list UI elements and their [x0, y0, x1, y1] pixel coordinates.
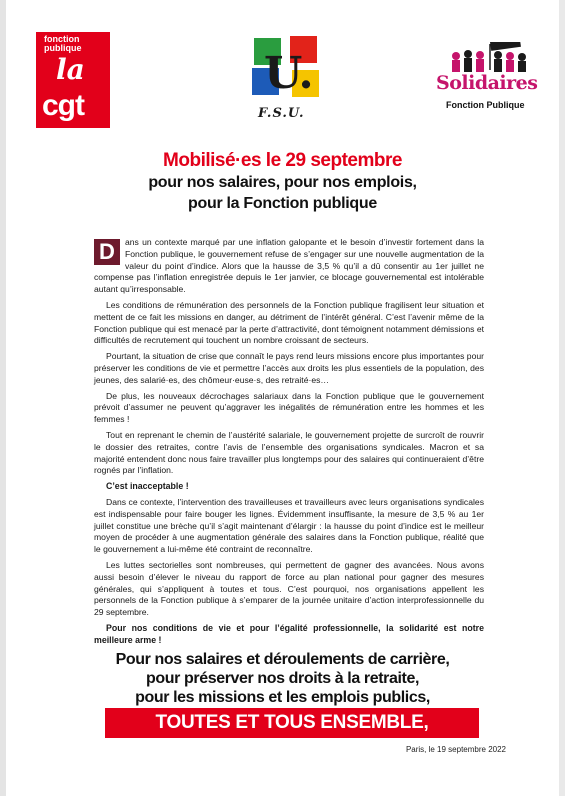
- paragraph-8: Pour nos conditions de vie et pour l’égalité professionnelle, la solidarité est notre meilleure arme !: [94, 622, 484, 645]
- paragraph-7: Les luttes sectorielles sont nombreuses, qui permettent de gagner des avancées. Nous avons aussi besoin d’élever le niveau du rapport de force au plan national pour gagner des mesures générales, qui s’appliquent à toutes et tous. C’est pourquoi, nos organisations appellent les personnels de la Fonction publique à s’emparer de la journée unitaire d’action interprofessionnelle du 29 septembre.: [94, 559, 484, 618]
- crowd-icon: [446, 42, 532, 74]
- closing-line3: pour les missions et les emplois publics,: [135, 689, 430, 706]
- title-red: Mobilisé·es le 29 septembre: [163, 150, 402, 171]
- document-date: Paris, le 19 septembre 2022: [405, 745, 506, 754]
- paragraph-1-text: ans un contexte marqué par une inflation galopante et le besoin d’investir fortement dans la Fonction publique, le gouvernement refuse de s’engager sur une nouvelle augmentation de la valeur du point d’indice. Alors que la hausse de 3,5 % qu’il a dû consentir au 1er juillet ne compense pas l’inflation enregistrée depuis le 1er janvier, ce blocage gouvernemental est intolérable autant qu’irresponsable.: [94, 237, 484, 295]
- cgt-logo-text: [44, 35, 82, 53]
- document-page: [6, 0, 559, 796]
- closing-line2: pour préserver nos droits à la retraite,: [146, 670, 419, 687]
- title-line2: pour nos salaires, pour nos emplois,: [148, 174, 417, 191]
- cgt-logo-name: cgt: [42, 89, 84, 122]
- fsu-logo-name: F.S.U.: [258, 106, 305, 121]
- paragraph-5: Tout en reprenant le chemin de l’austérité salariale, le gouvernement projette de surcroît de rouvrir le dossier des retraites, contre l’avis de l’ensemble des organisations syndicales. Macron et sa majorité entendent donc nous faire travailler plus longtemps pour des salaires qui continueraient d’être rognés par l’inflation.: [94, 429, 484, 476]
- fsu-logo: [250, 30, 330, 122]
- dropcap: D: [94, 239, 120, 265]
- paragraph-3: Pourtant, la situation de crise que connaît le pays rend leurs missions encore plus importantes pour préserver les conditions de vie et permettre l’accès aux droits les plus essentiels de la population, des jeunes, des salarié·es, des chômeur·euse·s, des retraité·es…: [94, 351, 484, 385]
- closing-line1: Pour nos salaires et déroulements de carrière,: [115, 651, 450, 668]
- paragraph-2: Les conditions de rémunération des personnels de la Fonction publique fragilisent leur situation et mettent de ce fait les missions en danger, au détriment de l’intérêt général. C’est l’avenir même de la Fonction publique qui est menacé par la perte d’attractivité, dont témoignent notamment démissions et difficultés de recrutement qui touchent un nombre croissant de secteurs.: [94, 299, 484, 346]
- paragraph-1: [94, 237, 484, 296]
- solidaires-logo-name: Solidaires: [436, 72, 538, 94]
- cgt-logo-script: la: [56, 53, 85, 86]
- body-text: [94, 237, 484, 651]
- inacceptable-heading: C’est inacceptable !: [106, 481, 189, 492]
- paragraph-4: De plus, les nouveaux décrochages salariaux dans la Fonction publique que le gouvernement prévoit d’assumer ne peuvent qu’aggraver les inégalités de rémunération entre les hommes et les femmes !: [94, 390, 484, 425]
- paragraph-6: Dans ce contexte, l’intervention des travailleuses et travailleurs avec leurs organisations syndicales est indispensable pour faire bouger les lignes. Évidemment insuffisante, la mesure de 3,5 % au 1er juillet constitue une brèche qu’il s’agit maintenant d’élargir : la hausse du point d’indice est le meilleur moyen de procéder à une augmentation générale des salaires dans la Fonction publique, réalité que le gouvernement a lui-même été contraint de reconnaître.: [94, 496, 484, 555]
- solidaires-logo-sub: Fonction Publique: [446, 100, 525, 110]
- solidaires-logo: [434, 42, 544, 120]
- cgt-logo: [36, 32, 110, 128]
- call-to-action-banner: TOUTES ET TOUS ENSEMBLE, AGISSONS !: [105, 708, 479, 738]
- title-line3: pour la Fonction publique: [188, 195, 377, 212]
- fsu-logo-letter: U.: [264, 48, 314, 99]
- cgt-logo-line2: publique: [44, 43, 82, 53]
- cgt-logo-line1: fonction: [44, 34, 80, 44]
